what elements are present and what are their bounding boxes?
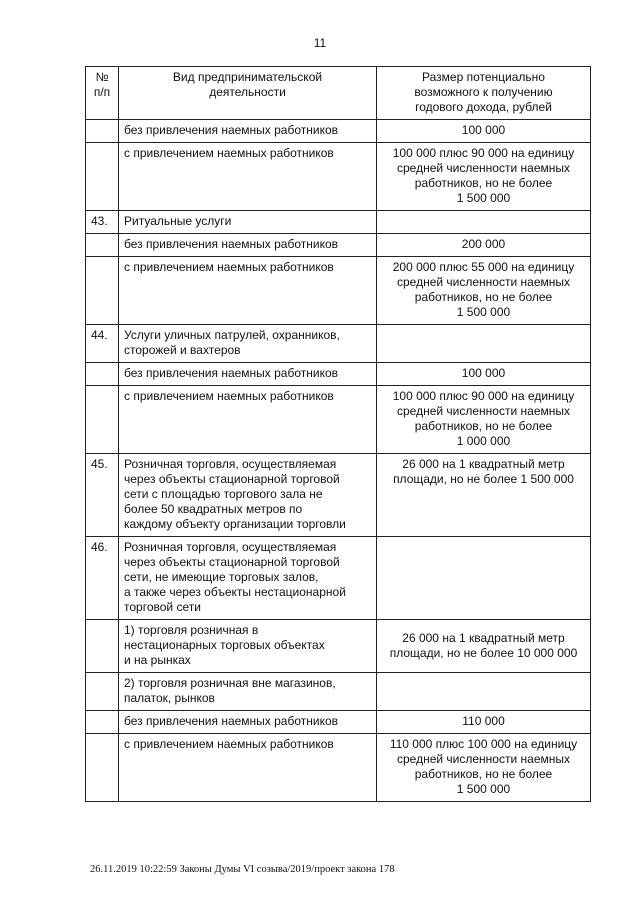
- num-cell: 44.: [86, 325, 119, 363]
- activity-cell: Услуги уличных патрулей, охранников, сторожей и вахтеров: [119, 325, 377, 363]
- num-cell: 46.: [86, 537, 119, 620]
- value-cell: 26 000 на 1 квадратный метр площади, но не более 10 000 000: [377, 620, 591, 673]
- num-cell: 45.: [86, 454, 119, 537]
- table-row: [86, 143, 591, 211]
- num-cell: [86, 363, 119, 386]
- table-row: [86, 454, 591, 537]
- header-num: № п/п: [86, 67, 119, 120]
- num-cell: [86, 120, 119, 143]
- table-row: [86, 120, 591, 143]
- num-cell: [86, 673, 119, 711]
- table-row: [86, 734, 591, 802]
- page-number: 11: [313, 36, 327, 50]
- value-cell: 110 000 плюс 100 000 на единицу средней численности наемных работников, но не более 1 500 000: [377, 734, 591, 802]
- header-activity: Вид предпринимательской деятельности: [119, 67, 377, 120]
- activity-cell: Ритуальные услуги: [119, 211, 377, 234]
- table-row: [86, 620, 591, 673]
- table-row: [86, 257, 591, 325]
- value-cell: [377, 673, 591, 711]
- num-cell: [86, 234, 119, 257]
- activity-cell: без привлечения наемных работников: [119, 711, 377, 734]
- table-row: [86, 234, 591, 257]
- num-cell: [86, 620, 119, 673]
- table-header-row: [86, 67, 591, 120]
- num-cell: 43.: [86, 211, 119, 234]
- activity-cell: с привлечением наемных работников: [119, 734, 377, 802]
- activity-cell: 2) торговля розничная вне магазинов, палаток, рынков: [119, 673, 377, 711]
- activity-cell: с привлечением наемных работников: [119, 386, 377, 454]
- value-cell: 100 000 плюс 90 000 на единицу средней численности наемных работников, но не более 1 000 000: [377, 386, 591, 454]
- num-cell: [86, 711, 119, 734]
- value-cell: 110 000: [377, 711, 591, 734]
- activity-cell: с привлечением наемных работников: [119, 257, 377, 325]
- table-row: [86, 537, 591, 620]
- value-cell: 100 000: [377, 363, 591, 386]
- income-table: [85, 66, 591, 802]
- value-cell: [377, 537, 591, 620]
- value-cell: 200 000: [377, 234, 591, 257]
- value-cell: 100 000 плюс 90 000 на единицу средней численности наемных работников, но не более 1 500 000: [377, 143, 591, 211]
- table-row: [86, 211, 591, 234]
- activity-cell: без привлечения наемных работников: [119, 234, 377, 257]
- activity-cell: Розничная торговля, осуществляемая через объекты стационарной торговой сети с площадью торгового зала не более 50 квадратных метров по каждому объекту организации торговли: [119, 454, 377, 537]
- num-cell: [86, 386, 119, 454]
- value-cell: 100 000: [377, 120, 591, 143]
- table-row: [86, 325, 591, 363]
- activity-cell: Розничная торговля, осуществляемая через объекты стационарной торговой сети, не имеющие торговых залов, а также через объекты нестационарной торговой сети: [119, 537, 377, 620]
- table-row: [86, 711, 591, 734]
- header-income: Размер потенциально возможного к получению годового дохода, рублей: [377, 67, 591, 120]
- activity-cell: без привлечения наемных работников: [119, 363, 377, 386]
- activity-cell: с привлечением наемных работников: [119, 143, 377, 211]
- table-row: [86, 363, 591, 386]
- value-cell: [377, 211, 591, 234]
- table-row: [86, 386, 591, 454]
- num-cell: [86, 734, 119, 802]
- table-row: [86, 673, 591, 711]
- num-cell: [86, 143, 119, 211]
- document-footer: 26.11.2019 10:22:59 Законы Думы VI созыва/2019/проект закона 178: [90, 864, 395, 875]
- activity-cell: 1) торговля розничная в нестационарных торговых объектах и на рынках: [119, 620, 377, 673]
- value-cell: 200 000 плюс 55 000 на единицу средней численности наемных работников, но не более 1 500 000: [377, 257, 591, 325]
- activity-cell: без привлечения наемных работников: [119, 120, 377, 143]
- num-cell: [86, 257, 119, 325]
- value-cell: [377, 325, 591, 363]
- value-cell: 26 000 на 1 квадратный метр площади, но не более 1 500 000: [377, 454, 591, 537]
